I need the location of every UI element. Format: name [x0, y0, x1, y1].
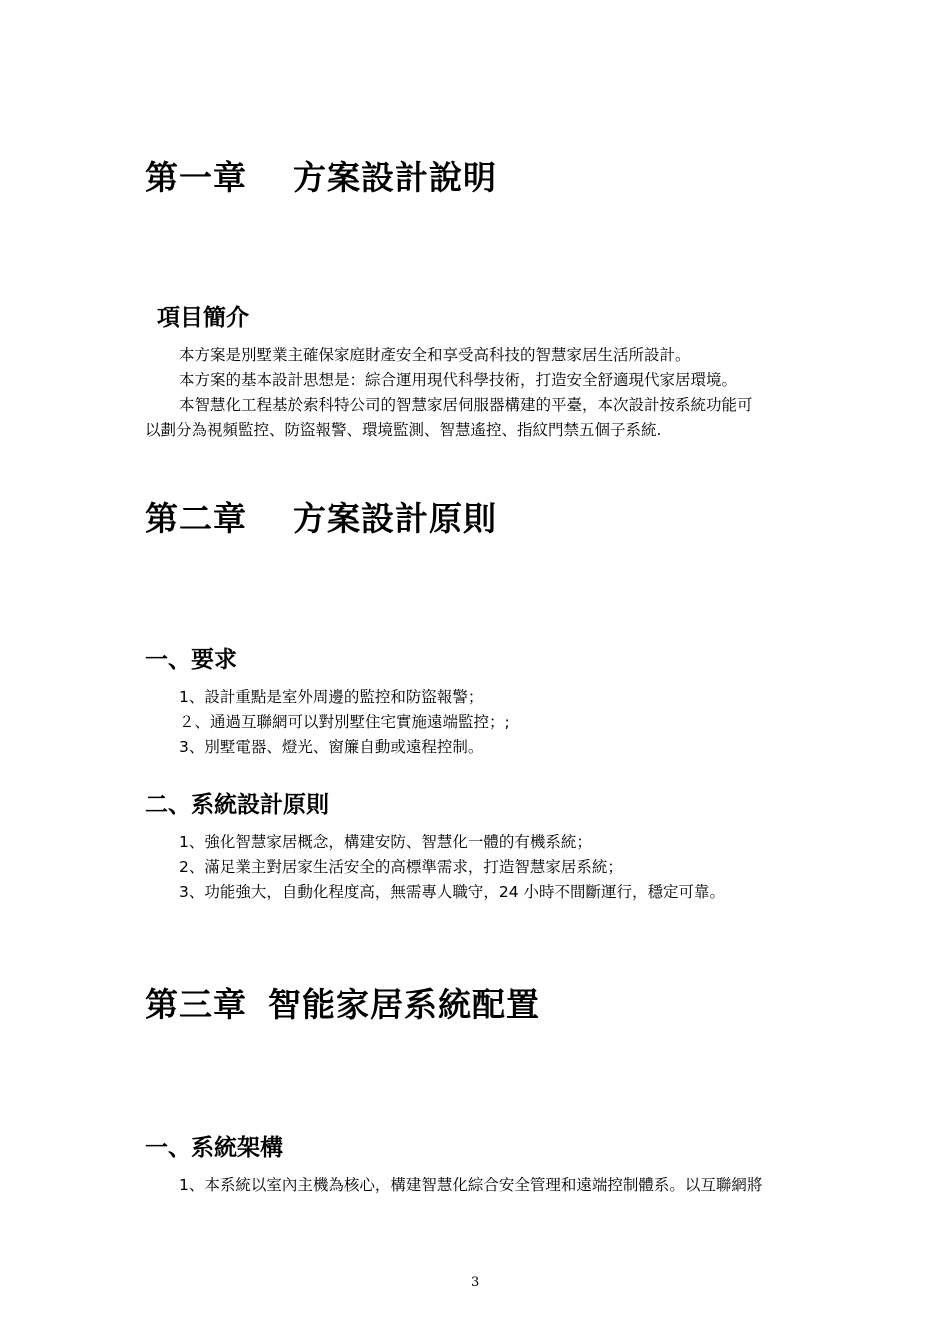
section-title-requirements: 一、要求 — [145, 647, 237, 673]
paragraph: 以劃分為視頻監控、防盜報警、環境監測、智慧遙控、指紋門禁五個子系統. — [145, 421, 662, 439]
chapter-3-title: 智能家居系統配置 — [268, 985, 540, 1024]
list-item: 3、別墅電器、燈光、窗簾自動或遠程控制。 — [179, 738, 484, 756]
paragraph: 本方案是別墅業主確保家庭財產安全和享受高科技的智慧家居生活所設計。 — [179, 346, 691, 364]
paragraph: 本智慧化工程基於索科特公司的智慧家居伺服器構建的平臺，本次設計按系統功能可 — [179, 396, 753, 414]
chapter-1-title: 方案設計說明 — [293, 158, 497, 197]
page-number: 3 — [471, 1275, 480, 1290]
chapter-1-label: 第一章 — [145, 158, 247, 197]
list-item: 1、強化智慧家居概念，構建安防、智慧化一體的有機系統； — [179, 833, 592, 851]
list-item: 1、設計重點是室外周邊的監控和防盜報警； — [179, 688, 484, 706]
chapter-3-label: 第三章 — [145, 985, 247, 1024]
list-item: 2、滿足業主對居家生活安全的高標準需求，打造智慧家居系統； — [179, 858, 623, 876]
chapter-2-title: 方案設計原則 — [293, 499, 497, 538]
section-title-system-architecture: 一、系統架構 — [145, 1135, 283, 1161]
list-item: 1、本系統以室內主機為核心，構建智慧化綜合安全管理和遠端控制體系。以互聯網將 — [179, 1176, 763, 1194]
list-item: ２、通過互聯網可以對別墅住宅實施遠端監控；; — [179, 713, 510, 731]
paragraph: 本方案的基本設計思想是：綜合運用現代科學技術，打造安全舒適現代家居環境。 — [179, 371, 738, 389]
section-title-project-intro: 項目簡介 — [157, 305, 249, 331]
section-title-design-principles: 二、系統設計原則 — [145, 792, 329, 818]
list-item: 3、功能強大，自動化程度高，無需專人職守，24 小時不間斷運行，穩定可靠。 — [179, 883, 726, 901]
chapter-2-label: 第二章 — [145, 499, 247, 538]
